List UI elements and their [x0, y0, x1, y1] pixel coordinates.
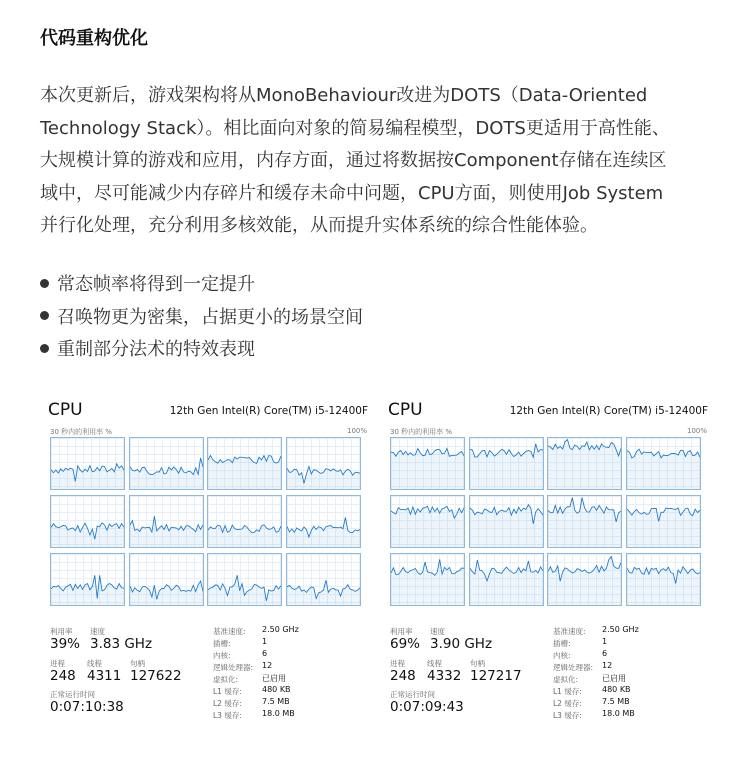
sockets-value: 1 — [262, 637, 268, 646]
core-graph-area — [391, 448, 464, 489]
core-graph-area — [391, 559, 464, 605]
base-speed-value: 2.50 GHz — [262, 625, 299, 634]
core-graph-area — [548, 498, 621, 547]
core-graph — [50, 553, 125, 606]
base-speed-label: 基准速度: — [553, 627, 586, 636]
threads-label: 线程 — [427, 659, 442, 668]
l2-value: 7.5 MB — [262, 697, 290, 706]
cores-label: 内核: — [553, 651, 571, 660]
virtualization-value: 已启用 — [262, 674, 286, 683]
article-heading: 代码重构优化 — [40, 28, 148, 49]
logical-label: 逻辑处理器: — [553, 663, 594, 672]
processes-label: 进程 — [50, 659, 65, 668]
paragraph-line: 域中，尽可能减少内存碎片和缓存未命中问题，CPU方面，则使用Job System — [40, 182, 664, 204]
uptime-label: 正常运行时间 — [390, 690, 435, 699]
uptime-label: 正常运行时间 — [50, 690, 95, 699]
processes-label: 进程 — [390, 659, 405, 668]
bullet-dot-icon — [40, 344, 49, 353]
core-graph — [390, 553, 465, 606]
logical-label: 逻辑处理器: — [213, 663, 254, 672]
article-paragraph — [40, 80, 720, 243]
cores-label: 内核: — [213, 651, 231, 660]
l2-label: L2 缓存: — [213, 699, 242, 708]
cpu-panel-before — [45, 394, 370, 739]
sockets-label: 插槽: — [553, 639, 571, 648]
core-graph — [626, 553, 701, 606]
speed-label: 速度 — [90, 627, 105, 636]
core-graph-area — [51, 464, 124, 489]
util-max-label: 100% — [686, 427, 707, 435]
core-graph — [626, 495, 701, 548]
core-graph — [129, 437, 204, 490]
l1-value: 480 KB — [262, 685, 291, 694]
paragraph-line: 本次更新后，游戏架构将从MonoBehaviour改进为DOTS（Data-Oriented — [40, 85, 648, 106]
logical-value: 12 — [602, 661, 613, 670]
handles-label: 句柄 — [130, 659, 145, 668]
util-graph-label: 30 秒内的利用率 % — [50, 428, 113, 436]
virtualization-label: 虚拟化: — [213, 675, 239, 684]
core-graph — [50, 437, 125, 490]
core-graph — [207, 495, 282, 548]
cores-value: 6 — [262, 649, 268, 658]
core-graph-area — [391, 506, 464, 547]
uptime-value: 0:07:09:43 — [390, 699, 464, 715]
core-graph-area — [208, 456, 281, 489]
bullet-item: 常态帧率将得到一定提升 — [40, 269, 363, 302]
core-graph — [547, 437, 622, 490]
virtualization-value: 已启用 — [602, 674, 626, 683]
l1-label: L1 缓存: — [213, 687, 242, 696]
processes-value: 248 — [390, 668, 416, 684]
speed-value: 3.83 GHz — [90, 636, 153, 652]
core-graph — [129, 553, 204, 606]
core-graph — [469, 495, 544, 548]
core-graph — [469, 437, 544, 490]
bullet-item: 重制部分法术的特效表现 — [40, 334, 363, 367]
bullet-item: 召唤物更为密集，占据更小的场景空间 — [40, 302, 363, 335]
l1-label: L1 缓存: — [553, 687, 582, 696]
core-graph — [390, 495, 465, 548]
core-graph-area — [627, 508, 700, 547]
utilization-value: 69% — [390, 636, 421, 652]
virtualization-label: 虚拟化: — [553, 675, 579, 684]
core-graph — [207, 553, 282, 606]
threads-label: 线程 — [87, 659, 102, 668]
threads-value: 4332 — [427, 668, 462, 684]
bullet-dot-icon — [40, 279, 49, 288]
core-graph-area — [548, 557, 621, 605]
bullet-dot-icon — [40, 311, 49, 320]
core-graph — [286, 495, 361, 548]
l3-label: L3 缓存: — [553, 711, 582, 720]
paragraph-line: Technology Stack）。相比面向对象的简易编程模型，DOTS更适用于高性能、 — [40, 117, 670, 139]
cpu-model: 12th Gen Intel(R) Core(TM) i5-12400F — [509, 405, 708, 417]
utilization-label: 利用率 — [50, 627, 73, 636]
core-graph-area — [287, 580, 360, 605]
core-graph — [390, 437, 465, 490]
core-graph — [286, 437, 361, 490]
cores-value: 6 — [602, 649, 608, 658]
core-graph — [626, 437, 701, 490]
handles-label: 句柄 — [470, 659, 485, 668]
l2-value: 7.5 MB — [602, 697, 630, 706]
core-graph-area — [470, 444, 543, 489]
base-speed-value: 2.50 GHz — [602, 625, 639, 634]
core-graph-area — [287, 517, 360, 547]
util-max-label: 100% — [346, 427, 367, 435]
l1-value: 480 KB — [602, 685, 631, 694]
sockets-value: 1 — [602, 637, 608, 646]
paragraph-line: 大规模计算的游戏和应用，内存方面，通过将数据按Component存储在连续区 — [40, 150, 667, 171]
cpu-title: CPU — [388, 400, 423, 420]
core-graph-area — [208, 525, 281, 547]
l3-value: 18.0 MB — [602, 709, 635, 718]
processes-value: 248 — [50, 668, 76, 684]
utilization-value: 39% — [50, 636, 81, 652]
threads-value: 4311 — [87, 668, 122, 684]
handles-value: 127217 — [470, 668, 522, 684]
core-graph-area — [130, 516, 203, 547]
speed-value: 3.90 GHz — [430, 636, 493, 652]
core-graph — [207, 437, 282, 490]
speed-label: 速度 — [430, 627, 445, 636]
core-graph — [547, 553, 622, 606]
util-graph-label: 30 秒内的利用率 % — [390, 428, 453, 436]
cpu-model: 12th Gen Intel(R) Core(TM) i5-12400F — [169, 405, 368, 417]
core-graph — [286, 553, 361, 606]
core-graph — [469, 553, 544, 606]
core-graph — [129, 495, 204, 548]
cpu-title: CPU — [48, 400, 83, 420]
cpu-panel-after — [385, 394, 710, 739]
paragraph-line: 并行化处理，充分利用多核效能，从而提升实体系统的综合性能体验。 — [40, 215, 598, 236]
sockets-label: 插槽: — [213, 639, 231, 648]
logical-value: 12 — [262, 661, 273, 670]
l3-label: L3 缓存: — [213, 711, 242, 720]
base-speed-label: 基准速度: — [213, 627, 246, 636]
l2-label: L2 缓存: — [553, 699, 582, 708]
core-graph — [547, 495, 622, 548]
utilization-label: 利用率 — [390, 627, 413, 636]
core-graph — [50, 495, 125, 548]
bullet-list — [40, 269, 363, 367]
uptime-value: 0:07:10:38 — [50, 699, 124, 715]
handles-value: 127622 — [130, 668, 182, 684]
l3-value: 18.0 MB — [262, 709, 295, 718]
